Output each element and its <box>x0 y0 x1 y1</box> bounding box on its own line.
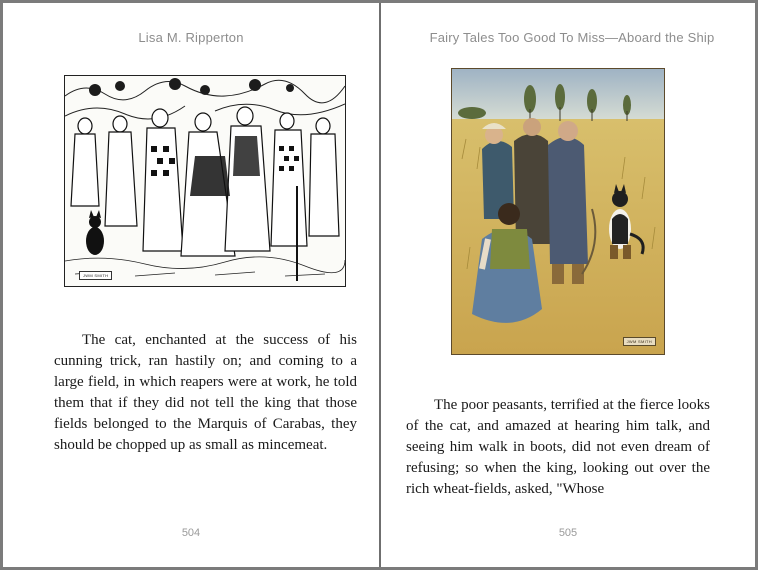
right-paragraph: The poor peasants, terrified at the fierce looks of the cat, and amazed at hearing him talk, and seeing him walk in boots, did not even dream of refusing; so when the king, looking out over the rich wheat-fields, asked, "Whose <box>406 397 710 497</box>
right-page[interactable] <box>381 3 755 567</box>
color-wheatfield-illustration <box>452 69 664 354</box>
left-page[interactable] <box>3 3 379 567</box>
right-running-head: Fairy Tales Too Good To Miss—Aboard the Ship <box>429 30 715 45</box>
right-illustration-signature: JWM SMITH <box>623 337 656 346</box>
left-paragraph: The cat, enchanted at the success of his cunning trick, ran hastily on; and coming to a large field, in which reapers were at work, he told them that if they did not tell the king that those fields belonged to the Marquis of Carabas, they should be chopped up as small as mincemeat. <box>54 332 357 453</box>
left-illustration <box>64 75 346 287</box>
right-illustration <box>451 68 665 355</box>
right-page-text <box>406 395 710 500</box>
left-page-number: 504 <box>181 527 201 539</box>
left-page-text <box>54 330 357 456</box>
left-illustration-signature: JWM SMITH <box>79 271 112 280</box>
ink-procession-illustration <box>65 76 345 286</box>
right-page-number: 505 <box>558 527 578 539</box>
left-running-head: Lisa M. Ripperton <box>138 30 244 45</box>
book-spread <box>3 3 755 567</box>
